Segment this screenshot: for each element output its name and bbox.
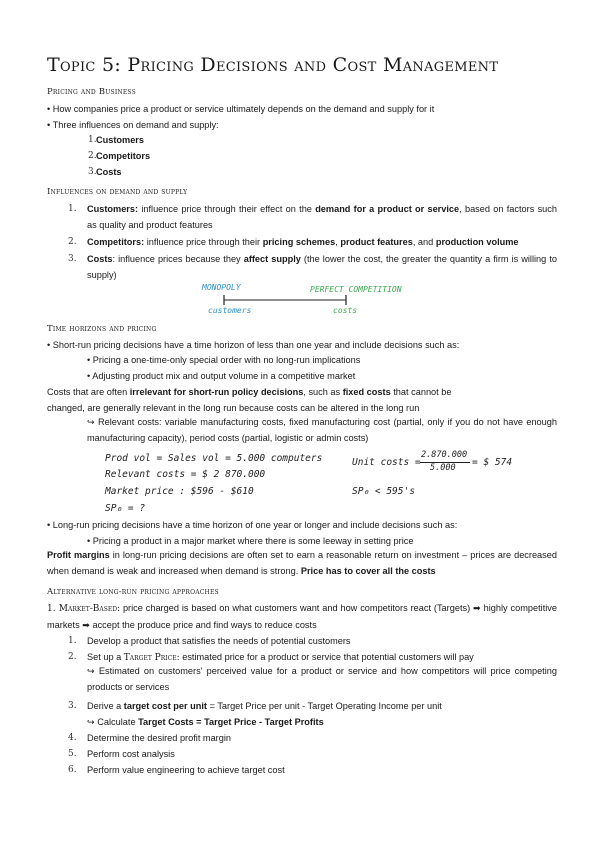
bullet-demand-supply: • How companies price a product or service ultimately depends on the demand and supply for it <box>47 104 435 114</box>
section-heading-influences: Influences on demand and supply <box>47 187 188 197</box>
calc-market-price: Market price : $596 - $610 <box>105 486 254 497</box>
calc-sp0: SP₀ = ? <box>105 503 146 514</box>
step-target-cost: Derive a target cost per unit = Target Price per unit - Target Operating Income per unit <box>87 701 442 711</box>
influence-competitors: Competitors: influence price through their pricing schemes, product features, and production volume <box>87 237 519 247</box>
step-profit-margin: Determine the desired profit margin <box>87 733 232 743</box>
list-number: 2. <box>68 237 77 247</box>
list-number: 1. <box>68 636 77 646</box>
bullet-long-run: • Long-run pricing decisions have a time horizon of one year or longer and include decisions such as: <box>47 520 458 530</box>
list-item-customers: Customers <box>96 135 144 145</box>
list-number: 3. <box>88 167 97 177</box>
step-value-engineering: Perform value engineering to achieve target cost <box>87 765 285 775</box>
list-number: 2. <box>68 652 77 662</box>
sub-bullet-special-order: • Pricing a one-time-only special order with no long-run implications <box>87 355 361 365</box>
para-irrelevant-costs: Costs that are often irrelevant for short-run policy decisions, such as fixed costs that cannot be <box>47 387 452 397</box>
calc-unit-costs-denominator: 5.000 <box>430 463 456 473</box>
calc-unit-costs-numerator: 2.870.000 <box>421 450 468 460</box>
list-number: 2. <box>88 151 97 161</box>
diagram-label-costs: costs <box>333 306 358 315</box>
bullet-three-influences: • Three influences on demand and supply: <box>47 120 219 130</box>
calc-unit-costs-label: Unit costs = <box>352 457 421 468</box>
diagram-label-customers: customers <box>208 306 252 315</box>
calc-relevant-costs: Relevant costs = $ 2 870.000 <box>105 469 266 480</box>
list-number: 1. <box>68 204 77 214</box>
sub-bullet-major-market: • Pricing a product in a major market where there is some leeway in setting price <box>87 536 414 546</box>
calc-unit-costs-result: = $ 574 <box>472 457 513 468</box>
influence-costs: Costs: influence prices because they affect supply (the lower the cost, the greater the quantity a firm is willing to supply) <box>87 254 557 280</box>
list-number: 3. <box>68 701 77 711</box>
section-heading-time-horizons: Time horizons and pricing <box>47 324 157 334</box>
section-heading-alt-long-run: Alternative long-run pricing approaches <box>47 587 219 597</box>
page-title: Topic 5: Pricing Decisions and Cost Management <box>47 54 499 76</box>
list-number: 6. <box>68 765 77 775</box>
relevant-costs-note: ↪ Relevant costs: variable manufacturing costs, fixed manufacturing cost (partial, only if you do not have enough manufacturing capacity), period costs (partial, logistic or admin costs) <box>87 417 557 443</box>
diagram-label-perfect-competition: PERFECT COMPETITION <box>310 285 402 294</box>
list-number: 3. <box>68 254 77 264</box>
list-item-costs: Costs <box>96 167 122 177</box>
list-number: 5. <box>68 749 77 759</box>
calc-sp0-comparison: SP₀ < 595's <box>352 486 415 497</box>
para-profit-margins: Profit margins in long-run pricing decisions are often set to earn a reasonable return on investment – prices are decreased when demand is weak and increased when demand is strong. Price has to cover all the costs <box>47 550 557 576</box>
list-item-competitors: Competitors <box>96 151 151 161</box>
step-target-cost-note: ↪ Calculate Target Costs = Target Price - Target Profits <box>87 717 324 727</box>
diagram-label-monopoly: MONOPOLY <box>202 283 241 292</box>
step-cost-analysis: Perform cost analysis <box>87 749 175 759</box>
list-number: 1. <box>88 135 97 145</box>
list-number: 4. <box>68 733 77 743</box>
step-target-price: Set up a Target Price: estimated price for a product or service that potential customers will pay <box>87 652 474 663</box>
calc-prod-vol: Prod vol = Sales vol = 5.000 computers <box>105 453 323 464</box>
para-long-run-relevant: changed, are generally relevant in the long run because costs can be altered in the long run <box>47 403 420 413</box>
influence-customers: Customers: influence price through their effect on the demand for a product or service, based on factors such as quality and product features <box>87 204 557 230</box>
market-based-approach: 1. Market-Based: price charged is based on what customers want and how competitors react (Targets) ➡ highly competitive markets ➡ accept the produce price and find ways to reduce costs <box>47 603 557 630</box>
step-target-price-note: ↪ Estimated on customers' perceived value for a product or service and how competitors will price competing products or services <box>87 666 557 692</box>
sub-bullet-product-mix: • Adjusting product mix and output volume in a competitive market <box>87 371 356 381</box>
section-heading-pricing-business: Pricing and Business <box>47 87 136 97</box>
bullet-short-run: • Short-run pricing decisions have a time horizon of less than one year and include decisions such as: <box>47 340 460 350</box>
step-develop-product: Develop a product that satisfies the needs of potential customers <box>87 636 351 646</box>
